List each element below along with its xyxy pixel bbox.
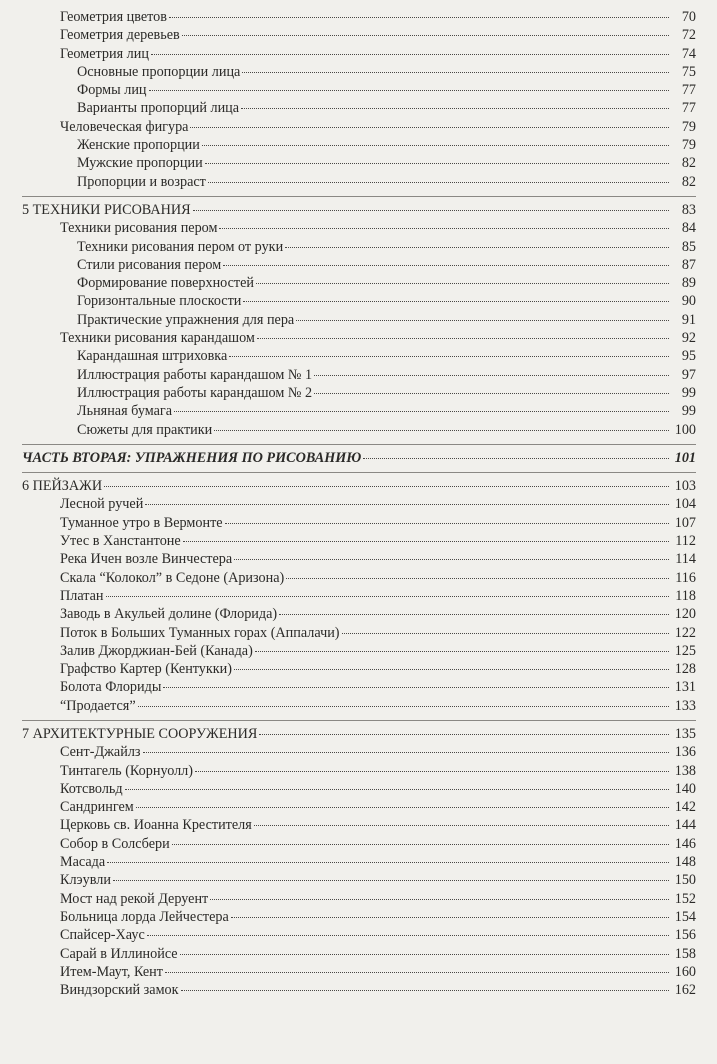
dot-leader bbox=[231, 916, 669, 918]
section-divider bbox=[0, 467, 717, 477]
toc-entry-title: Утес в Ханстантоне bbox=[60, 533, 181, 550]
dot-leader bbox=[234, 668, 669, 670]
section-divider bbox=[0, 439, 717, 449]
dot-leader bbox=[241, 107, 669, 109]
dot-leader bbox=[243, 300, 669, 302]
dot-leader bbox=[214, 429, 669, 431]
toc-entry-title: Платан bbox=[60, 587, 104, 604]
toc-entry-page: 74 bbox=[681, 45, 696, 62]
toc-entry bbox=[0, 587, 717, 605]
toc-entry bbox=[0, 63, 717, 81]
toc-entry-title: Иллюстрация работы карандашом № 1 bbox=[77, 366, 313, 383]
toc-entry-page: 84 bbox=[681, 220, 696, 237]
toc-entry-page: 104 bbox=[674, 496, 696, 513]
toc-entry bbox=[0, 780, 717, 798]
dot-leader bbox=[314, 392, 669, 394]
toc-entry-title: Заводь в Акульей долине (Флорида) bbox=[60, 606, 278, 623]
toc-entry-title: Сент-Джайлз bbox=[60, 744, 141, 761]
dot-leader bbox=[145, 503, 669, 505]
toc-entry-page: 112 bbox=[675, 533, 696, 550]
toc-part bbox=[0, 449, 717, 467]
dot-leader bbox=[172, 843, 669, 845]
toc-entry bbox=[0, 642, 717, 660]
dot-leader bbox=[195, 770, 669, 772]
toc-entry bbox=[0, 798, 717, 816]
toc-entry-title: Тинтагель (Корнуолл) bbox=[60, 762, 193, 779]
toc-entry-page: 156 bbox=[674, 927, 696, 944]
dot-leader bbox=[181, 989, 669, 991]
toc-entry-title: Итем-Маут, Кент bbox=[60, 963, 163, 980]
toc-entry-title: Геометрия лиц bbox=[60, 45, 149, 62]
dot-leader bbox=[165, 971, 669, 973]
toc-entry-page: 79 bbox=[681, 137, 696, 154]
toc-entry bbox=[0, 173, 717, 191]
toc-entry-page: 83 bbox=[681, 201, 696, 218]
dot-leader bbox=[106, 595, 669, 597]
toc-entry-title: Геометрия деревьев bbox=[60, 27, 180, 44]
toc-entry-page: 144 bbox=[674, 817, 696, 834]
dot-leader bbox=[107, 861, 669, 863]
toc-entry-page: 148 bbox=[674, 854, 696, 871]
dot-leader bbox=[342, 632, 669, 634]
toc-entry bbox=[0, 219, 717, 237]
toc-entry-page: 75 bbox=[681, 63, 696, 80]
toc-entry-page: 101 bbox=[674, 449, 696, 466]
toc-entry-title: Виндзорский замок bbox=[60, 982, 179, 999]
dot-leader bbox=[147, 934, 669, 936]
dot-leader bbox=[255, 650, 669, 652]
toc-entry-page: 138 bbox=[674, 762, 696, 779]
toc-entry bbox=[0, 981, 717, 999]
toc-entry-page: 90 bbox=[681, 293, 696, 310]
toc-chapter bbox=[0, 201, 717, 219]
toc-entry-page: 136 bbox=[674, 744, 696, 761]
toc-entry-page: 160 bbox=[674, 963, 696, 980]
toc-entry-page: 99 bbox=[681, 384, 696, 401]
toc-entry-title: Лесной ручей bbox=[60, 496, 144, 513]
toc-entry-page: 100 bbox=[674, 421, 696, 438]
toc-entry-title: Река Ичен возле Винчестера bbox=[60, 551, 233, 568]
toc-entry-title: Залив Джорджиан-Бей (Канада) bbox=[60, 642, 253, 659]
toc-entry-page: 120 bbox=[674, 606, 696, 623]
toc-entry-title: Мужские пропорции bbox=[77, 155, 203, 172]
dot-leader bbox=[125, 788, 669, 790]
toc-entry bbox=[0, 532, 717, 550]
toc-entry bbox=[0, 514, 717, 532]
toc-entry-title: Иллюстрация работы карандашом № 2 bbox=[77, 384, 313, 401]
toc-entry-page: 133 bbox=[674, 697, 696, 714]
toc-entry-page: 118 bbox=[675, 587, 696, 604]
toc-entry-title: Геометрия цветов bbox=[60, 9, 167, 25]
dot-leader bbox=[169, 16, 669, 18]
toc-entry-title: Пропорции и возраст bbox=[77, 173, 206, 190]
toc-entry-page: 99 bbox=[681, 403, 696, 420]
dot-leader bbox=[225, 522, 669, 524]
toc-entry-page: 116 bbox=[675, 569, 696, 586]
toc-entry bbox=[0, 81, 717, 99]
toc-entry-title: Человеческая фигура bbox=[60, 118, 189, 135]
dot-leader bbox=[190, 126, 669, 128]
toc-entry bbox=[0, 238, 717, 256]
toc-entry bbox=[0, 871, 717, 889]
toc-entry bbox=[0, 816, 717, 834]
toc-entry-page: 103 bbox=[674, 478, 696, 495]
toc-entry-page: 89 bbox=[681, 275, 696, 292]
toc-entry bbox=[0, 963, 717, 981]
toc-entry-page: 135 bbox=[674, 725, 696, 742]
dot-leader bbox=[286, 577, 669, 579]
toc-entry-title: Женские пропорции bbox=[77, 137, 200, 154]
toc-entry-title: Графство Картер (Кентукки) bbox=[60, 661, 232, 678]
toc-entry-title: Больница лорда Лейчестера bbox=[60, 908, 229, 925]
dot-leader bbox=[180, 953, 669, 955]
toc-entry bbox=[0, 45, 717, 63]
toc-entry-page: 131 bbox=[674, 679, 696, 696]
toc-entry-title: Сарай в Иллинойсе bbox=[60, 945, 178, 962]
dot-leader bbox=[256, 282, 669, 284]
toc-entry-title: Техники рисования карандашом bbox=[60, 330, 255, 347]
toc-entry bbox=[0, 853, 717, 871]
toc-entry bbox=[0, 762, 717, 780]
toc-entry-title: Спайсер-Хаус bbox=[60, 927, 145, 944]
toc-entry-page: 154 bbox=[674, 908, 696, 925]
dot-leader bbox=[285, 246, 669, 248]
toc-entry bbox=[0, 8, 717, 26]
toc-entry-page: 87 bbox=[681, 256, 696, 273]
toc-entry bbox=[0, 908, 717, 926]
toc-entry-title: Формы лиц bbox=[77, 82, 147, 99]
toc-entry bbox=[0, 835, 717, 853]
toc-entry-title: ЧАСТЬ ВТОРАЯ: УПРАЖНЕНИЯ ПО РИСОВАНИЮ bbox=[22, 449, 362, 466]
dot-leader bbox=[205, 162, 669, 164]
toc-entry-title: Болота Флориды bbox=[60, 679, 162, 696]
dot-leader bbox=[363, 457, 669, 459]
toc-entry-title: Церковь св. Иоанна Крестителя bbox=[60, 817, 252, 834]
dot-leader bbox=[149, 89, 669, 91]
toc-entry-title: Собор в Солсбери bbox=[60, 835, 170, 852]
toc-entry-title: 6 ПЕЙЗАЖИ bbox=[22, 478, 103, 495]
toc-entry-title: Основные пропорции лица bbox=[77, 63, 241, 80]
toc-entry bbox=[0, 384, 717, 402]
toc-entry-title: Масада bbox=[60, 854, 106, 871]
dot-leader bbox=[202, 144, 669, 146]
toc-entry bbox=[0, 945, 717, 963]
toc-entry-title: Горизонтальные плоскости bbox=[77, 293, 242, 310]
section-divider bbox=[0, 191, 717, 201]
toc-entry-page: 162 bbox=[674, 982, 696, 999]
toc-entry bbox=[0, 366, 717, 384]
toc-entry-title: Сандрингем bbox=[60, 799, 134, 816]
dot-leader bbox=[138, 705, 669, 707]
toc-entry bbox=[0, 743, 717, 761]
dot-leader bbox=[193, 209, 669, 211]
toc-entry-page: 114 bbox=[675, 551, 696, 568]
dot-leader bbox=[183, 540, 669, 542]
toc-entry-page: 70 bbox=[681, 9, 696, 25]
toc-entry-title: Карандашная штриховка bbox=[77, 348, 228, 365]
dot-leader bbox=[113, 879, 669, 881]
dot-leader bbox=[174, 410, 669, 412]
toc-entry-title: Поток в Больших Туманных горах (Аппалачи) bbox=[60, 624, 340, 641]
toc-entry bbox=[0, 421, 717, 439]
toc-entry-title: Мост над рекой Деруент bbox=[60, 890, 209, 907]
toc-entry-title: Туманное утро в Вермонте bbox=[60, 514, 223, 531]
toc-entry bbox=[0, 311, 717, 329]
toc-entry-title: Варианты пропорций лица bbox=[77, 100, 240, 117]
toc-entry bbox=[0, 495, 717, 513]
toc-entry-title: 5 ТЕХНИКИ РИСОВАНИЯ bbox=[22, 201, 191, 218]
table-of-contents bbox=[0, 8, 717, 999]
toc-entry-title: Клэувли bbox=[60, 872, 111, 889]
dot-leader bbox=[229, 355, 669, 357]
toc-chapter bbox=[0, 477, 717, 495]
toc-entry-page: 82 bbox=[681, 155, 696, 172]
toc-entry bbox=[0, 26, 717, 44]
dot-leader bbox=[296, 319, 669, 321]
toc-entry-title: Котсвольд bbox=[60, 780, 123, 797]
toc-entry-page: 146 bbox=[674, 835, 696, 852]
dot-leader bbox=[314, 374, 669, 376]
toc-chapter bbox=[0, 725, 717, 743]
toc-entry bbox=[0, 256, 717, 274]
toc-entry-page: 77 bbox=[681, 100, 696, 117]
dot-leader bbox=[279, 613, 669, 615]
toc-entry bbox=[0, 624, 717, 642]
toc-entry-title: “Продается” bbox=[60, 697, 136, 714]
toc-entry-title: Техники рисования пером от руки bbox=[77, 238, 284, 255]
dot-leader bbox=[219, 227, 669, 229]
dot-leader bbox=[208, 181, 669, 183]
dot-leader bbox=[259, 733, 669, 735]
toc-entry-page: 128 bbox=[674, 661, 696, 678]
dot-leader bbox=[210, 898, 669, 900]
dot-leader bbox=[234, 558, 669, 560]
toc-entry-page: 107 bbox=[674, 514, 696, 531]
dot-leader bbox=[143, 751, 669, 753]
toc-entry-title: Техники рисования пером bbox=[60, 220, 218, 237]
toc-entry bbox=[0, 154, 717, 172]
toc-entry-page: 72 bbox=[681, 27, 696, 44]
toc-entry bbox=[0, 274, 717, 292]
toc-entry bbox=[0, 605, 717, 623]
dot-leader bbox=[254, 824, 669, 826]
toc-entry-page: 125 bbox=[674, 642, 696, 659]
dot-leader bbox=[257, 337, 669, 339]
toc-entry-page: 152 bbox=[674, 890, 696, 907]
dot-leader bbox=[136, 806, 669, 808]
toc-entry-page: 150 bbox=[674, 872, 696, 889]
toc-entry-title: Стили рисования пером bbox=[77, 256, 222, 273]
toc-entry-page: 97 bbox=[681, 366, 696, 383]
toc-entry bbox=[0, 292, 717, 310]
toc-entry-title: Практические упражнения для пера bbox=[77, 311, 295, 328]
section-divider bbox=[0, 715, 717, 725]
toc-entry-page: 158 bbox=[674, 945, 696, 962]
toc-entry-page: 77 bbox=[681, 82, 696, 99]
toc-entry-title: Формирование поверхностей bbox=[77, 275, 254, 292]
toc-entry bbox=[0, 697, 717, 715]
toc-entry bbox=[0, 569, 717, 587]
toc-entry-page: 82 bbox=[681, 173, 696, 190]
toc-entry-page: 92 bbox=[681, 330, 696, 347]
toc-entry-title: Скала “Колокол” в Седоне (Аризона) bbox=[60, 569, 285, 586]
toc-entry bbox=[0, 660, 717, 678]
toc-entry-page: 79 bbox=[681, 118, 696, 135]
toc-entry bbox=[0, 678, 717, 696]
dot-leader bbox=[151, 53, 669, 55]
dot-leader bbox=[223, 264, 669, 266]
dot-leader bbox=[182, 34, 669, 36]
toc-entry bbox=[0, 99, 717, 117]
toc-entry-title: Сюжеты для практики bbox=[77, 421, 213, 438]
toc-entry bbox=[0, 926, 717, 944]
toc-entry-page: 142 bbox=[674, 799, 696, 816]
toc-entry bbox=[0, 329, 717, 347]
dot-leader bbox=[242, 71, 669, 73]
toc-entry-page: 91 bbox=[681, 311, 696, 328]
toc-entry-page: 140 bbox=[674, 780, 696, 797]
toc-entry bbox=[0, 890, 717, 908]
toc-entry-page: 85 bbox=[681, 238, 696, 255]
toc-entry-title: Льняная бумага bbox=[77, 403, 173, 420]
toc-entry-title: 7 АРХИТЕКТУРНЫЕ СООРУЖЕНИЯ bbox=[22, 725, 258, 742]
toc-entry bbox=[0, 347, 717, 365]
dot-leader bbox=[163, 686, 669, 688]
toc-entry bbox=[0, 402, 717, 420]
toc-entry-page: 122 bbox=[674, 624, 696, 641]
toc-entry bbox=[0, 136, 717, 154]
dot-leader bbox=[104, 485, 669, 487]
toc-entry-page: 95 bbox=[681, 348, 696, 365]
toc-entry bbox=[0, 118, 717, 136]
toc-entry bbox=[0, 550, 717, 568]
